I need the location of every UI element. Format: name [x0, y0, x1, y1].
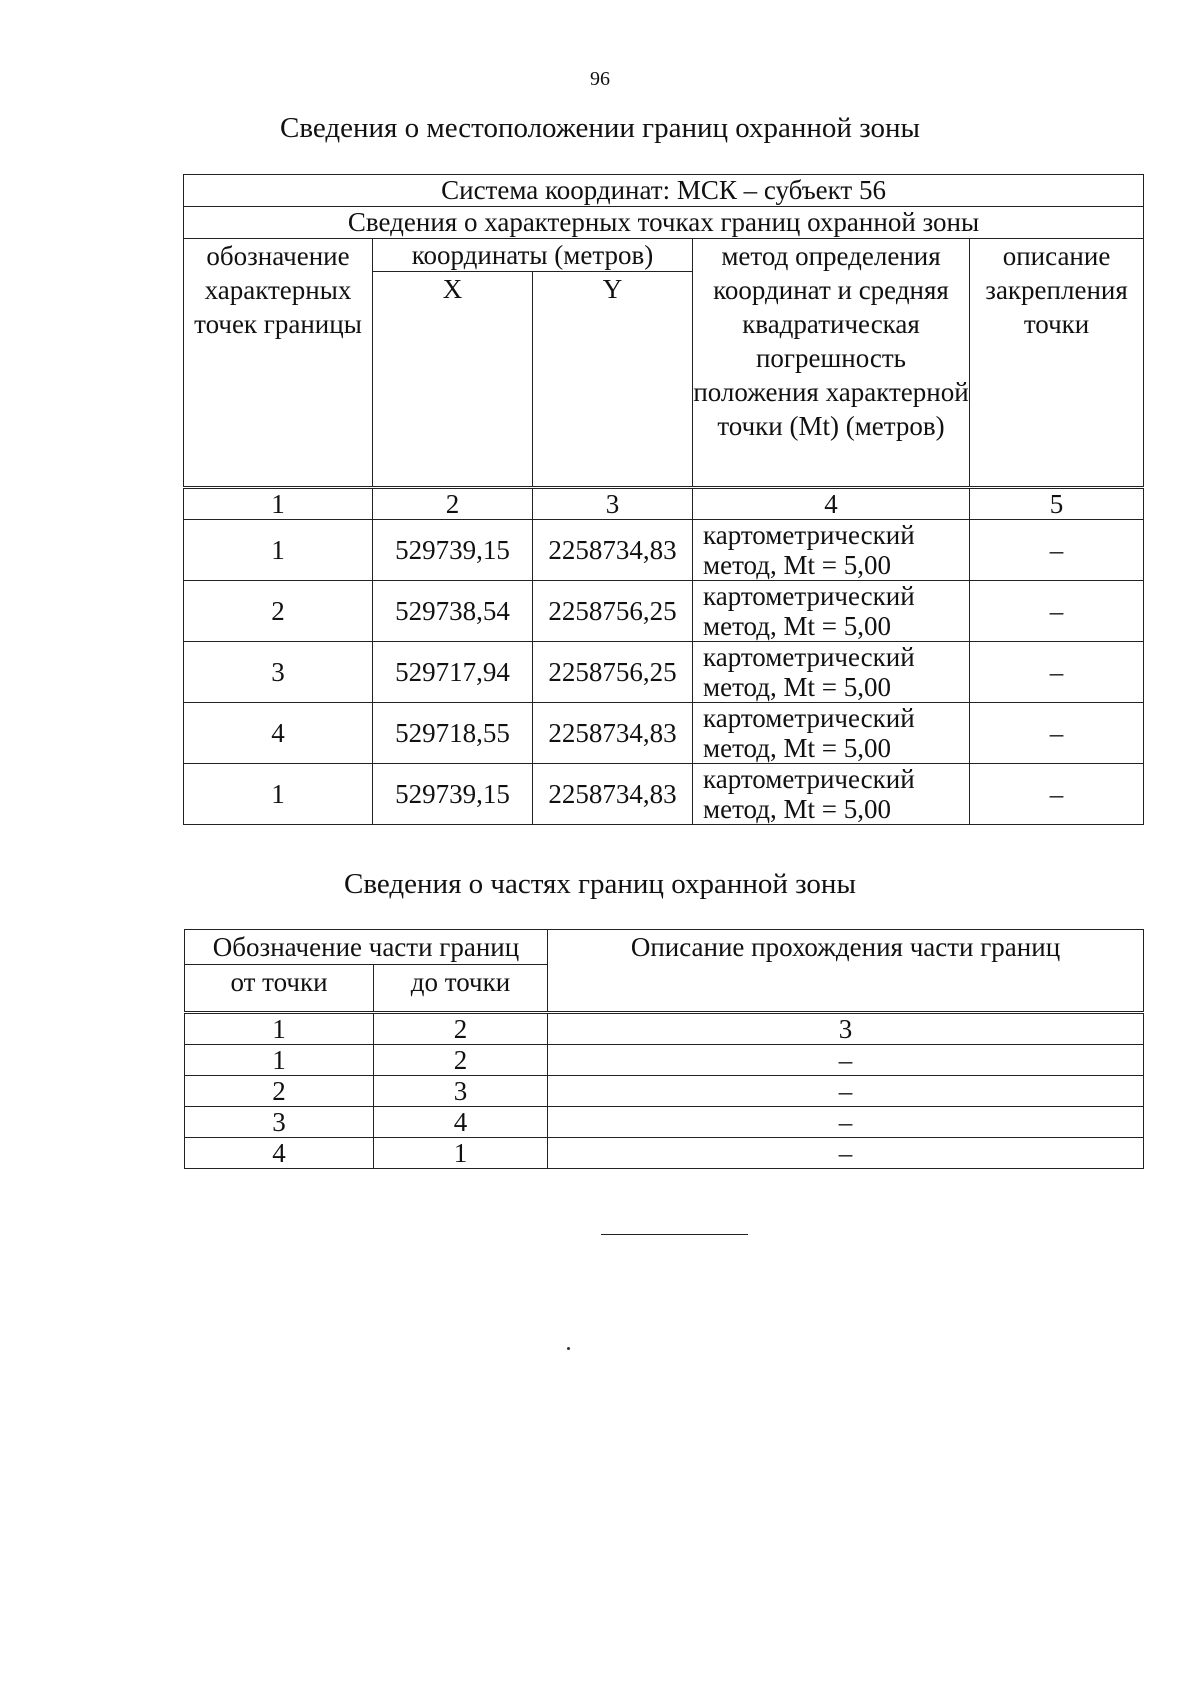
method-cell: [693, 764, 970, 825]
table-row: [184, 764, 1144, 825]
location-title: Сведения о местоположении границ охранной зоны: [279, 112, 920, 144]
y-cell: 2258734,83: [533, 520, 693, 581]
to-cell: 1: [374, 1138, 548, 1169]
from-cell: 2: [185, 1076, 374, 1107]
method-line: картометрический: [703, 764, 915, 794]
boundary-points-table: [183, 174, 1144, 825]
parts-title: Сведения о частях границ охранной зоны: [344, 868, 856, 900]
from-cell: 3: [185, 1107, 374, 1138]
desc-cell: –: [970, 703, 1144, 764]
point-cell: 4: [184, 703, 373, 764]
x-cell: 529739,15: [373, 764, 533, 825]
part-desc-cell: –: [548, 1045, 1144, 1076]
col-number: 3: [548, 1013, 1144, 1045]
col-y-header: Y: [533, 272, 693, 488]
col-from-header: от точки: [185, 965, 374, 1013]
from-cell: 4: [185, 1138, 374, 1169]
table-row: [184, 642, 1144, 703]
page-number: 96: [590, 68, 610, 90]
method-line: метод, Mt = 5,00: [703, 550, 891, 580]
method-line: картометрический: [703, 642, 915, 672]
y-cell: 2258734,83: [533, 703, 693, 764]
to-cell: 3: [374, 1076, 548, 1107]
desc-cell: –: [970, 764, 1144, 825]
table-row: [184, 581, 1144, 642]
method-line: метод, Mt = 5,00: [703, 611, 891, 641]
table-row: [185, 1045, 1144, 1076]
method-cell: [693, 703, 970, 764]
desc-cell: –: [970, 581, 1144, 642]
table-row: [185, 1076, 1144, 1107]
x-cell: 529738,54: [373, 581, 533, 642]
x-cell: 529718,55: [373, 703, 533, 764]
y-cell: 2258734,83: [533, 764, 693, 825]
table-row: [184, 520, 1144, 581]
point-cell: 2: [184, 581, 373, 642]
desc-cell: –: [970, 642, 1144, 703]
point-cell: 1: [184, 520, 373, 581]
method-line: картометрический: [703, 520, 915, 550]
coord-system-header: Система координат: МСК – субъект 56: [184, 175, 1144, 207]
col-desc-header: описание закрепления точки: [970, 239, 1144, 488]
table-row: [184, 703, 1144, 764]
part-desc-cell: –: [548, 1076, 1144, 1107]
point-cell: 1: [184, 764, 373, 825]
col-number: 4: [693, 488, 970, 520]
col-number: 5: [970, 488, 1144, 520]
col-number: 1: [185, 1013, 374, 1045]
part-desc-cell: –: [548, 1138, 1144, 1169]
desc-cell: –: [970, 520, 1144, 581]
col-description-header: Описание прохождения части границ: [548, 930, 1144, 1013]
from-cell: 1: [185, 1045, 374, 1076]
to-cell: 4: [374, 1107, 548, 1138]
col-number: 1: [184, 488, 373, 520]
boundary-parts-table: [184, 929, 1144, 1169]
col-x-header: X: [373, 272, 533, 488]
col-method-header: метод определения координат и средняя квадратическая погрешность положения характерной точки (Mt) (метров): [693, 239, 970, 488]
table-row: [185, 1107, 1144, 1138]
point-cell: 3: [184, 642, 373, 703]
part-desc-cell: –: [548, 1107, 1144, 1138]
method-line: метод, Mt = 5,00: [703, 794, 891, 824]
method-line: метод, Mt = 5,00: [703, 672, 891, 702]
col-point-header: обозначение характерных точек границы: [184, 239, 373, 488]
x-cell: 529739,15: [373, 520, 533, 581]
x-cell: 529717,94: [373, 642, 533, 703]
col-to-header: до точки: [374, 965, 548, 1013]
col-number: 3: [533, 488, 693, 520]
col-designation-header: Обозначение части границ: [185, 930, 548, 965]
to-cell: 2: [374, 1045, 548, 1076]
y-cell: 2258756,25: [533, 581, 693, 642]
method-line: метод, Mt = 5,00: [703, 733, 891, 763]
scan-speck: [567, 1347, 570, 1350]
col-number: 2: [374, 1013, 548, 1045]
method-cell: [693, 642, 970, 703]
col-number: 2: [373, 488, 533, 520]
method-cell: [693, 581, 970, 642]
col-coords-header: координаты (метров): [373, 239, 693, 272]
method-line: картометрический: [703, 581, 915, 611]
end-rule: [601, 1234, 748, 1235]
method-line: картометрический: [703, 703, 915, 733]
points-subtitle-header: Сведения о характерных точках границ охранной зоны: [184, 207, 1144, 239]
method-cell: [693, 520, 970, 581]
table-row: [185, 1138, 1144, 1169]
y-cell: 2258756,25: [533, 642, 693, 703]
